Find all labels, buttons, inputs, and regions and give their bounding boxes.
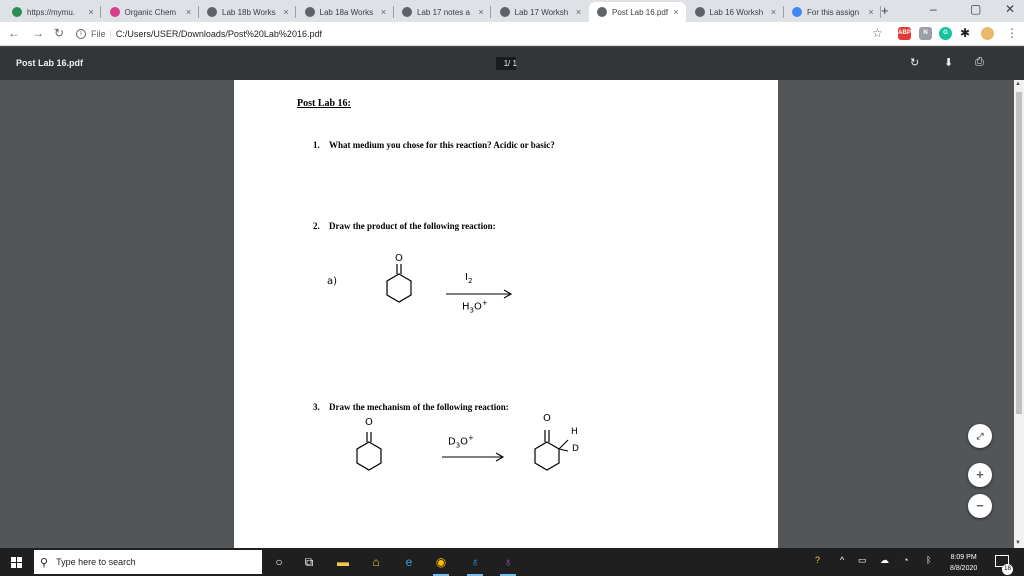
windows-taskbar bbox=[0, 548, 1024, 576]
menu-kebab-icon[interactable]: ⋮ bbox=[1006, 26, 1018, 40]
reagent-deuterium-oxide bbox=[448, 434, 474, 449]
pdf-viewer[interactable] bbox=[0, 80, 1024, 548]
question-2 bbox=[313, 221, 496, 231]
print-icon[interactable]: ⎙ bbox=[975, 56, 984, 68]
question-number: 3. bbox=[313, 402, 320, 412]
notification-count-badge: 18 bbox=[1002, 564, 1013, 575]
oxygen-label: O bbox=[395, 253, 403, 264]
question-number: 2. bbox=[313, 221, 320, 231]
edge-icon[interactable]: e bbox=[405, 555, 413, 569]
pdf-toolbar bbox=[0, 47, 1024, 80]
question-3 bbox=[313, 402, 509, 412]
fit-to-page-button[interactable]: ⤢ bbox=[968, 424, 992, 448]
tab-close-icon[interactable]: × bbox=[283, 7, 289, 17]
reaction-arrow bbox=[442, 452, 506, 462]
browser-tab[interactable] bbox=[687, 2, 784, 22]
info-icon[interactable]: i bbox=[76, 29, 86, 39]
tab-close-icon[interactable]: × bbox=[868, 7, 874, 17]
reaction-arrow bbox=[446, 289, 514, 299]
total-pages: 1 bbox=[512, 59, 517, 68]
windows-start-icon[interactable] bbox=[11, 557, 22, 568]
browser-tab[interactable] bbox=[784, 2, 881, 22]
puzzle-extensions-icon[interactable]: ✱ bbox=[960, 26, 971, 40]
pdf-page bbox=[234, 80, 778, 548]
tab-title: Organic Chem bbox=[124, 7, 177, 17]
browser-tab[interactable] bbox=[102, 2, 199, 22]
bluetooth-icon[interactable]: ᛒ bbox=[926, 555, 932, 565]
reagent-charge: + bbox=[481, 299, 488, 307]
onedrive-cloud-icon[interactable]: ☁ bbox=[880, 555, 889, 565]
part-label: a) bbox=[327, 276, 338, 287]
tab-title: Lab 17 Worksh bbox=[514, 7, 569, 17]
browser-tab[interactable] bbox=[199, 2, 296, 22]
question-text: Draw the mechanism of the following reaction: bbox=[329, 402, 509, 412]
zoom-in-button[interactable]: + bbox=[968, 463, 992, 487]
hydrogen-label: H bbox=[571, 427, 578, 437]
reagent-symbol: D bbox=[448, 436, 456, 448]
tab-close-icon[interactable]: × bbox=[380, 7, 387, 17]
globe-icon bbox=[402, 7, 412, 17]
reagent-hydronium bbox=[462, 299, 488, 314]
reagent-charge: + bbox=[468, 434, 474, 442]
chrome-icon[interactable]: ◉ bbox=[432, 553, 450, 571]
store-icon[interactable]: ⌂ bbox=[372, 555, 380, 569]
cortana-icon[interactable]: ○ bbox=[275, 555, 283, 569]
browser-toolbar bbox=[0, 22, 1024, 46]
gmail-m-icon bbox=[12, 7, 22, 17]
bookmark-star-icon[interactable]: ☆ bbox=[872, 26, 883, 40]
globe-icon bbox=[597, 7, 607, 17]
browser-tab-strip bbox=[0, 0, 1024, 22]
scroll-up-arrow[interactable]: ▲ bbox=[1015, 81, 1021, 87]
question-number: 1. bbox=[313, 140, 320, 150]
clock-time: 8:09 PM bbox=[950, 554, 977, 561]
help-icon[interactable]: ? bbox=[815, 555, 821, 565]
scrollbar-thumb[interactable] bbox=[1016, 92, 1022, 414]
oxygen-label: O bbox=[543, 413, 551, 424]
scroll-down-arrow[interactable]: ▼ bbox=[1015, 540, 1021, 546]
tab-title: For this assign bbox=[807, 7, 860, 17]
cyclohexanone-structure bbox=[352, 420, 392, 484]
forward-arrow-icon[interactable]: → bbox=[32, 26, 44, 40]
wifi-icon[interactable]: ◔ bbox=[903, 555, 909, 565]
clock-date: 8/8/2020 bbox=[950, 565, 978, 572]
oxygen-label: O bbox=[365, 417, 373, 428]
maximize-icon[interactable]: ▢ bbox=[970, 2, 982, 16]
question-text: Draw the product of the following reaction: bbox=[329, 221, 496, 231]
download-icon[interactable]: ⬇ bbox=[944, 57, 954, 69]
tab-close-icon[interactable]: × bbox=[673, 7, 679, 17]
battery-icon[interactable]: ▭ bbox=[858, 555, 867, 565]
page-number-input[interactable]: 1 bbox=[496, 57, 516, 70]
search-icon: ⚲ bbox=[40, 556, 49, 569]
reagent-symbol: O bbox=[474, 301, 482, 313]
tab-title: Post Lab 16.pdf bbox=[612, 7, 669, 17]
extension-n-icon[interactable]: N bbox=[919, 27, 932, 40]
back-arrow-icon[interactable]: ← bbox=[8, 26, 20, 40]
browser-tab[interactable] bbox=[589, 2, 686, 22]
show-hidden-icons-chevron[interactable]: ^ bbox=[840, 555, 845, 565]
taskbar-search-box[interactable] bbox=[34, 550, 262, 574]
tab-close-icon[interactable]: × bbox=[770, 7, 777, 17]
tab-title: Lab 16 Worksh bbox=[709, 7, 764, 17]
t-logo-icon bbox=[110, 7, 120, 17]
browser-tab[interactable] bbox=[492, 2, 589, 22]
tab-title: https://mymu. bbox=[27, 7, 76, 17]
google-g-icon bbox=[792, 7, 802, 17]
browser-tab[interactable] bbox=[4, 2, 101, 22]
question-1 bbox=[313, 140, 555, 150]
tab-title: Lab 18a Works bbox=[319, 7, 374, 17]
adblock-icon[interactable]: ABP bbox=[898, 27, 911, 40]
tab-title: Lab 18b Works bbox=[222, 7, 276, 17]
address-bar[interactable] bbox=[76, 25, 886, 43]
new-tab-button[interactable]: + bbox=[881, 3, 889, 18]
reagent-symbol: H bbox=[462, 301, 470, 313]
tab-close-icon[interactable]: × bbox=[185, 7, 192, 17]
reagent-symbol: I bbox=[465, 272, 468, 283]
task-view-icon[interactable]: ⧉ bbox=[304, 555, 314, 569]
reagent-subscript: 3 bbox=[455, 441, 461, 450]
globe-icon bbox=[305, 7, 315, 17]
globe-icon bbox=[207, 7, 217, 17]
page-count bbox=[508, 57, 517, 70]
tab-title: Lab 17 notes a bbox=[417, 7, 470, 17]
reagent-iodine bbox=[465, 272, 472, 285]
url-text: C:/Users/USER/Downloads/Post%20Lab%2016.pdf bbox=[115, 29, 322, 39]
deuterium-label: D bbox=[572, 444, 579, 454]
tab-close-icon[interactable]: × bbox=[88, 7, 94, 17]
file-explorer-icon[interactable]: ▬ bbox=[337, 555, 349, 569]
page-separator: / bbox=[508, 59, 511, 68]
tab-close-icon[interactable]: × bbox=[575, 7, 582, 17]
system-clock[interactable] bbox=[950, 552, 977, 574]
reagent-symbol: O bbox=[460, 436, 469, 448]
pdf-file-name: Post Lab 16.pdf bbox=[16, 58, 84, 68]
search-placeholder: Type here to search bbox=[56, 557, 136, 567]
browser-tab[interactable] bbox=[297, 2, 394, 22]
reagent-subscript: 3 bbox=[469, 306, 474, 315]
chemistry-app-2-icon[interactable]: ♁ bbox=[499, 553, 517, 571]
reagent-subscript: 2 bbox=[467, 277, 473, 285]
chemistry-app-icon[interactable]: ♁ bbox=[466, 553, 484, 571]
document-title: Post Lab 16: bbox=[297, 98, 351, 109]
minimize-icon[interactable]: – bbox=[930, 2, 937, 16]
rotate-icon[interactable]: ↻ bbox=[910, 57, 920, 69]
scheme-label: File bbox=[91, 29, 106, 39]
question-text: What medium you chose for this reaction? Acidic or basic? bbox=[329, 140, 555, 150]
tab-close-icon[interactable]: × bbox=[478, 7, 484, 17]
address-divider: | bbox=[109, 29, 112, 39]
grammarly-icon[interactable]: G bbox=[939, 27, 952, 40]
zoom-out-button[interactable]: − bbox=[968, 494, 992, 518]
browser-tab[interactable] bbox=[394, 2, 491, 22]
reload-icon[interactable]: ↻ bbox=[54, 26, 65, 40]
profile-avatar[interactable] bbox=[981, 27, 994, 40]
globe-icon bbox=[695, 7, 705, 17]
deuterated-product-structure bbox=[530, 420, 590, 484]
close-window-icon[interactable]: ✕ bbox=[1005, 2, 1016, 16]
globe-icon bbox=[500, 7, 510, 17]
